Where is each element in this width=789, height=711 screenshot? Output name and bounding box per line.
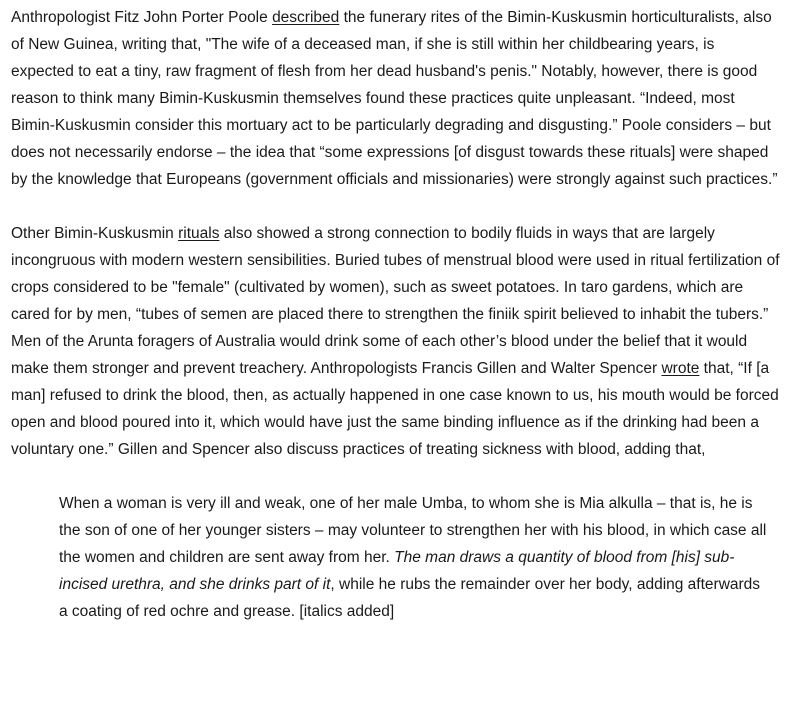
paragraph-text: Anthropologist Fitz John Porter Poole [11,9,273,26]
described-link[interactable]: described [272,9,340,26]
wrote-link[interactable]: wrote [661,360,700,377]
paragraph-text: the funerary rites of the Bimin-Kuskusmin horticulturalists, also of New Guinea, writing that, "The wife of a deceased man, if she is still within her childbearing years, is expected to eat a tiny, raw fragment of flesh from her dead husband's penis." Notably, however, there is good reason to think many Bimin-Kuskusmin themselves found these practices quite unpleasant. “Indeed, most Bimin-Kuskusmin consider this mortuary act to be particularly degrading and disgusting.” Poole considers – but does not necessarily endorse – the idea that “some expressions [of disgust towards these rituals] were shaped by the knowledge that Europeans (government officials and missionaries) were strongly against such practices.” [11,9,778,188]
paragraph-funerary-rites [11,4,781,193]
quote-text: When a woman is very ill and weak, one of her male Umba, to whom she is Mia alkulla – that is, he is the son of one of her younger sisters – may volunteer to strengthen her with his blood, in which case all the women and children are sent away from her. [59,495,767,566]
article-body [11,4,781,625]
paragraph-bodily-fluids [11,220,781,463]
paragraph-text: Other Bimin-Kuskusmin [11,225,179,242]
paragraph-text: that, “If [a man] refused to drink the blood, then, as actually happened in one case known to us, his mouth would be forced open and blood poured into it, which would have just the same binding influence as if the drinking had been a voluntary one.” Gillen and Spencer also discuss practices of treating sickness with blood, adding that, [11,360,779,458]
paragraph-text: also showed a strong connection to bodily fluids in ways that are largely incongruous with modern western sensibilities. Buried tubes of menstrual blood were used in ritual fertilization of crops considered to be "female" (cultivated by women), such as sweet potatoes. In taro gardens, which are cared for by men, “tubes of semen are placed there to strengthen the finiik spirit believed to inhabit the tubers.” Men of the Arunta foragers of Australia would drink some of each other’s blood under the belief that it would make them stronger and prevent treachery. Anthropologists Francis Gillen and Walter Spencer [11,225,780,377]
quote-italic-text: The man draws a quantity of blood from [his] sub-incised urethra, and she drinks part of it [59,549,735,593]
block-quote [59,490,771,625]
quote-text: , while he rubs the remainder over her body, adding afterwards a coating of red ochre and grease. [italics added] [59,576,761,620]
rituals-link[interactable]: rituals [178,225,220,242]
